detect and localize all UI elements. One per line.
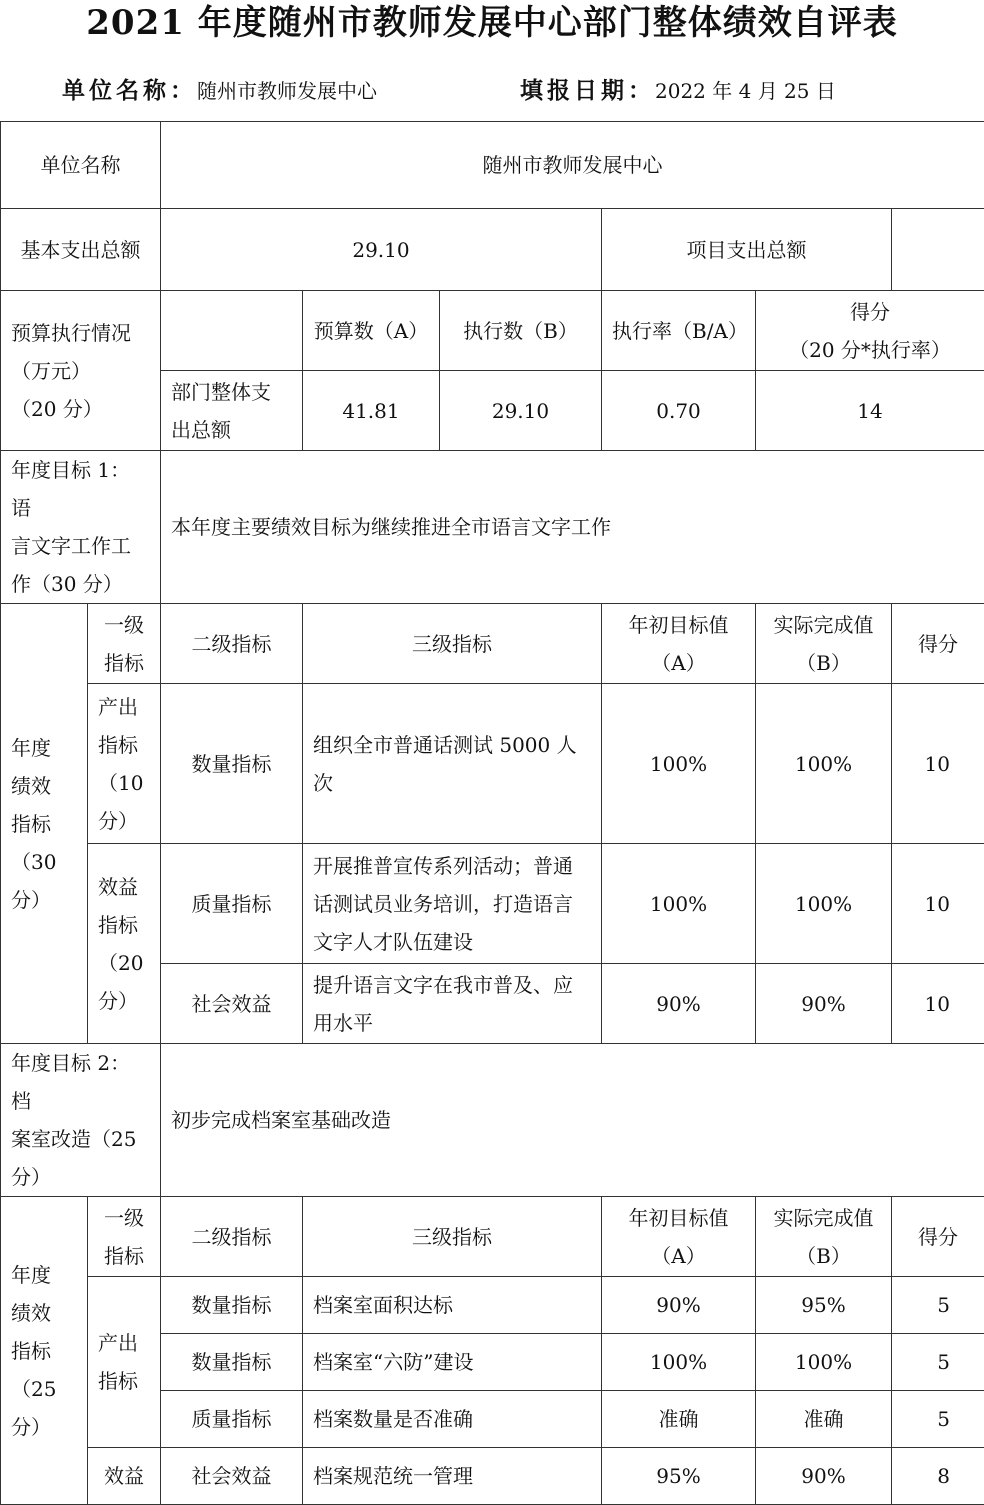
unit-label: 单位名称： [62,77,197,104]
perf1-header-target: 年初目标值 （A） [602,604,756,684]
table-cell: 社会效益 [161,964,303,1044]
table-cell: 社会效益 [161,1448,303,1505]
table-cell: 100% [756,684,892,844]
date-info [520,74,836,108]
unit-value: 随州市教师发展中心 [197,79,377,103]
table-cell: 100% [602,684,756,844]
table-cell: 100% [756,844,892,964]
table-cell: 90% [602,1277,756,1334]
table-cell: 档案数量是否准确 [303,1391,602,1448]
date-label: 填报日期： [520,77,655,104]
perf2-header-actual: 实际完成值 （B） [756,1197,892,1277]
table-cell: 准确 [756,1391,892,1448]
unit-info [62,74,377,108]
perf1-header-score: 得分 [892,604,984,684]
perf2-header-level1: 一级 指标 [88,1197,161,1277]
project-expense-value [892,209,984,291]
perf2-header-level2: 二级指标 [161,1197,303,1277]
table-cell: 数量指标 [161,1277,303,1334]
table-cell: 质量指标 [161,844,303,964]
perf2-benefit-label: 效益 [88,1448,161,1505]
page-title: 2021 年度随州市教师发展中心部门整体绩效自评表 [0,0,984,48]
table-cell: 质量指标 [161,1391,303,1448]
evaluation-table [0,121,984,1505]
budget-row-label: 部门整体支 出总额 [161,371,303,451]
budget-col-rate: 执行率（B/A） [602,291,756,371]
table-cell: 档案规范统一管理 [303,1448,602,1505]
table-cell: 10 [892,964,984,1044]
table-cell: 开展推普宣传系列活动；普通 话测试员业务培训，打造语言 文字人才队伍建设 [303,844,602,964]
table-cell: 100% [602,1334,756,1391]
perf1-header-level3: 三级指标 [303,604,602,684]
table-cell: 5 [892,1277,984,1334]
unit-name-value: 随州市教师发展中心 [161,122,984,209]
budget-col-budget: 预算数（A） [303,291,440,371]
perf1-label: 年度 绩效 指标 （30 分） [1,604,88,1044]
rate-value: 0.70 [602,371,756,451]
perf2-header-level3: 三级指标 [303,1197,602,1277]
table-cell: 档案室“六防”建设 [303,1334,602,1391]
perf1-header-level1: 一级 指标 [88,604,161,684]
table-cell: 数量指标 [161,684,303,844]
table-cell: 8 [892,1448,984,1505]
exec-value: 29.10 [440,371,602,451]
table-cell: 90% [756,1448,892,1505]
perf1-header-level2: 二级指标 [161,604,303,684]
budget-col-exec: 执行数（B） [440,291,602,371]
table-cell: 100% [756,1334,892,1391]
table-cell: 10 [892,684,984,844]
table-cell: 组织全市普通话测试 5000 人 次 [303,684,602,844]
budget-col-score: 得分 （20 分*执行率） [756,291,984,371]
budget-value: 41.81 [303,371,440,451]
perf2-label: 年度 绩效 指标 （25 分） [1,1197,88,1505]
basic-expense-value: 29.10 [161,209,602,291]
budget-label: 预算执行情况 （万元） （20 分） [1,291,161,451]
table-cell: 5 [892,1334,984,1391]
budget-blank [161,291,303,371]
perf1-output-label: 产出 指标 （10 分） [88,684,161,844]
goal2-text: 初步完成档案室基础改造 [161,1044,984,1197]
table-cell: 95% [756,1277,892,1334]
perf2-header-score: 得分 [892,1197,984,1277]
table-cell: 档案室面积达标 [303,1277,602,1334]
perf2-header-target: 年初目标值 （A） [602,1197,756,1277]
score-value: 14 [756,371,984,451]
unit-name-label: 单位名称 [1,122,161,209]
table-cell: 95% [602,1448,756,1505]
table-cell: 提升语言文字在我市普及、应 用水平 [303,964,602,1044]
table-cell: 准确 [602,1391,756,1448]
goal1-label: 年度目标 1：语 言文字工作工 作（30 分） [1,451,161,604]
basic-expense-label: 基本支出总额 [1,209,161,291]
project-expense-label: 项目支出总额 [602,209,892,291]
table-cell: 10 [892,844,984,964]
perf1-benefit-label: 效益 指标 （20 分） [88,844,161,1044]
perf2-output-label: 产出 指标 [88,1277,161,1448]
perf1-header-actual: 实际完成值 （B） [756,604,892,684]
goal2-label: 年度目标 2：档 案室改造（25 分） [1,1044,161,1197]
table-cell: 90% [756,964,892,1044]
table-cell: 5 [892,1391,984,1448]
goal1-text: 本年度主要绩效目标为继续推进全市语言文字工作 [161,451,984,604]
date-value: 2022 年 4 月 25 日 [655,79,836,103]
table-cell: 90% [602,964,756,1044]
table-cell: 100% [602,844,756,964]
table-cell: 数量指标 [161,1334,303,1391]
